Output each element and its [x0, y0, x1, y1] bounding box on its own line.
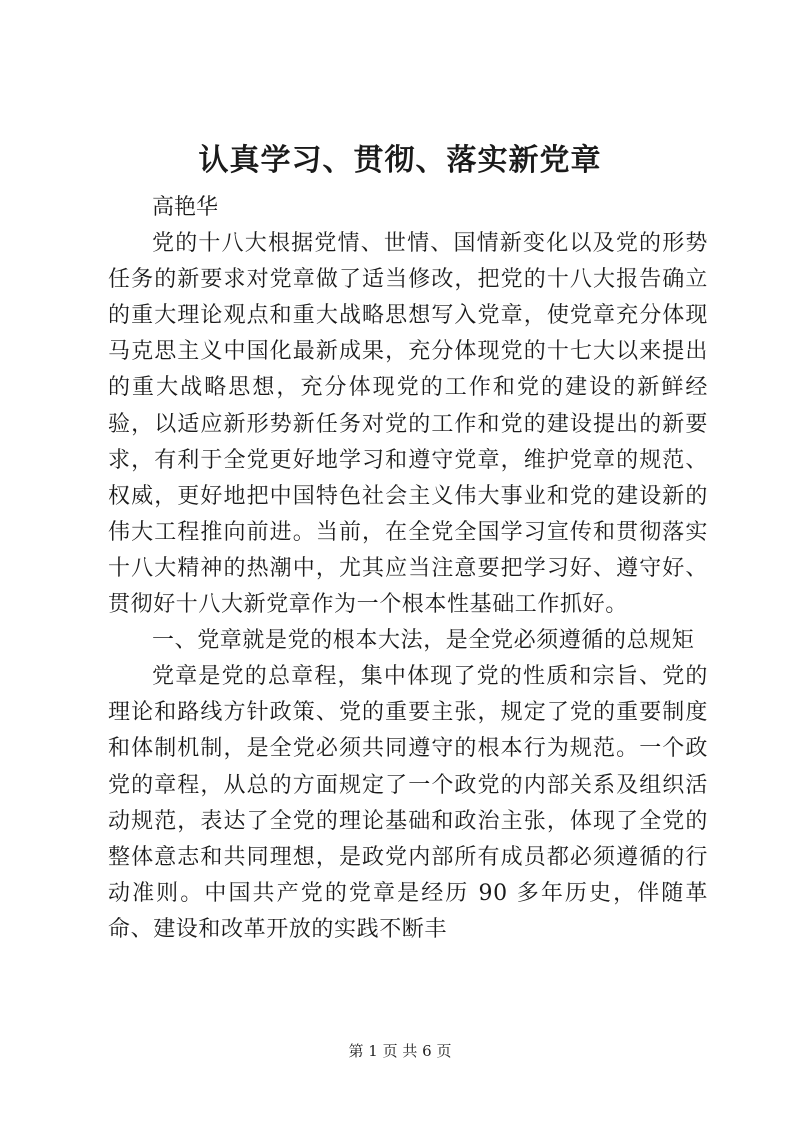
author-name: 高艳华 — [152, 195, 219, 220]
document-body — [108, 190, 708, 948]
paragraph-intro: 党的十八大根据党情、世情、国情新变化以及党的形势任务的新要求对党章做了适当修改，把党的十八大报告确立的重大理论观点和重大战略思想写入党章，使党章充分体现马克思主义中国化最新成果，充分体现党的十七大以来提出的重大战略思想，充分体现党的工作和党的建设的新鲜经验，以适应新形势新任务对党的工作和党的建设提出的新要求，有利于全党更好地学习和遵守党章，维护党章的规范、权威，更好地把中国特色社会主义伟大事业和党的建设新的伟大工程推向前进。当前，在全党全国学习宣传和贯彻落实十八大精神的热潮中，尤其应当注意要把学习好、遵守好、贯彻好十八大新党章作为一个根本性基础工作抓好。 — [108, 231, 708, 618]
paragraph-section-1: 党章是党的总章程，集中体现了党的性质和宗旨、党的理论和路线方针政策、党的重要主张，规定了党的重要制度和体制机制，是全党必须共同遵守的根本行为规范。一个政党的章程，从总的方面规定了一个政党的内部关系及组织活动规范，表达了全党的理论基础和政治主张，体现了全党的整体意志和共同理想，是政党内部所有成员都必须遵循的行动准则。中国共产党的党章是经历 90 多年历史，伴随革命、建设和改革开放的实践不断丰 — [108, 664, 708, 942]
page-number-footer: 第 1 页 共 6 页 — [348, 1042, 452, 1060]
document-title: 认真学习、贯彻、落实新党章 — [198, 143, 602, 178]
section-heading-1: 一、党章就是党的根本大法，是全党必须遵循的总规矩 — [152, 628, 695, 654]
